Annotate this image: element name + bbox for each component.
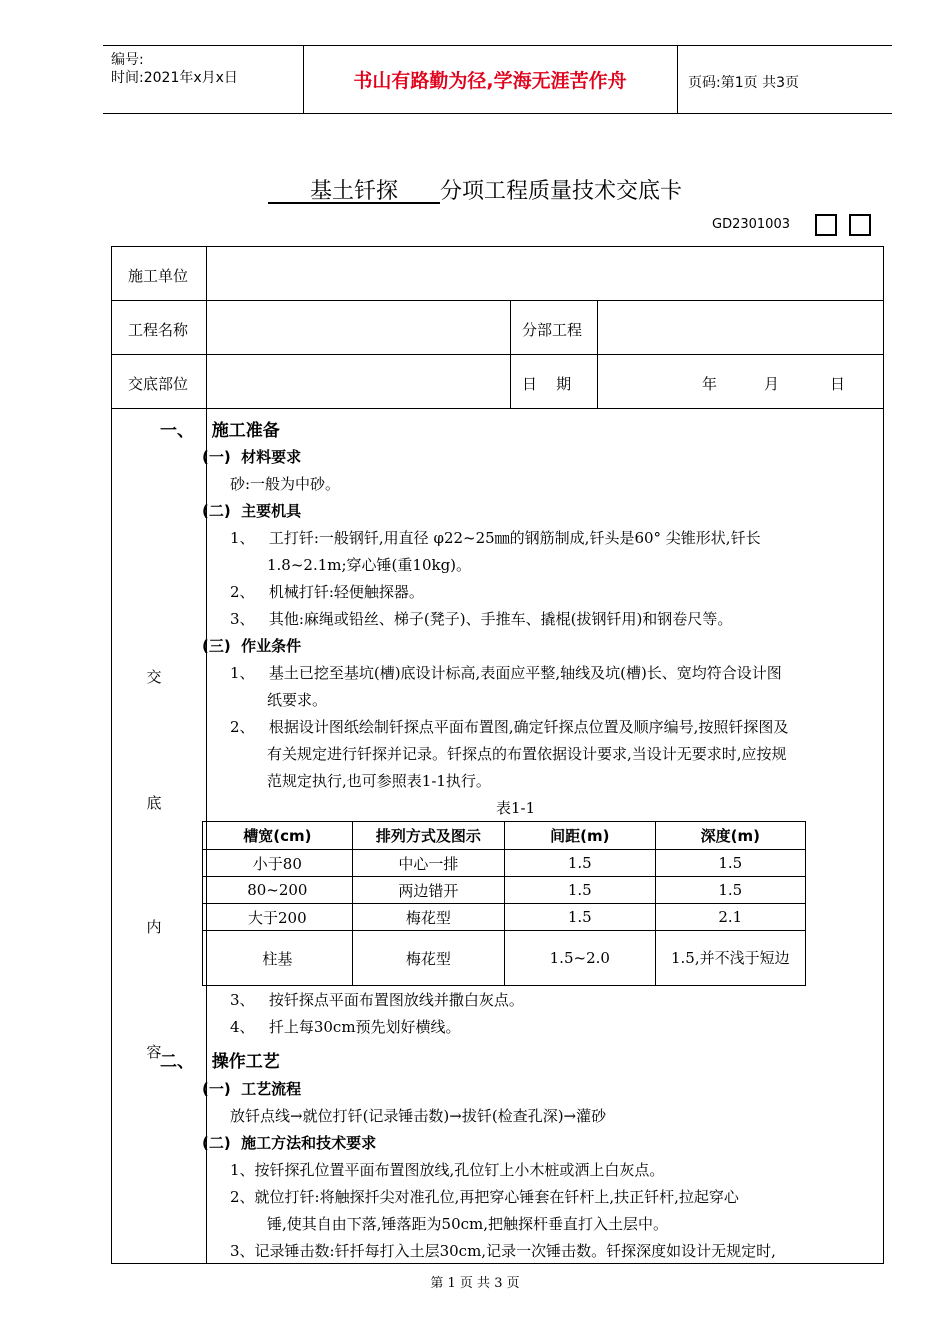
subsection-heading: (三) 作业条件 — [202, 637, 302, 655]
subsection-heading: (二) 施工方法和技术要求 — [202, 1134, 377, 1152]
date-month: 月 — [764, 375, 780, 393]
table-row — [203, 850, 806, 877]
table-cell: 1.5,并不浅于短边 — [655, 931, 805, 986]
subsection-heading: (一) 工艺流程 — [202, 1080, 302, 1098]
unit-label: 施工单位 — [128, 267, 189, 285]
date-year: 年 — [702, 375, 718, 393]
table-cell: 1.5 — [504, 850, 655, 877]
row-divider — [112, 354, 883, 355]
checkbox-1[interactable] — [815, 214, 837, 236]
table-row — [203, 904, 806, 931]
table-cell: 梅花型 — [352, 931, 504, 986]
column-divider — [597, 300, 598, 408]
row-divider — [112, 300, 883, 301]
project-label: 工程名称 — [128, 321, 189, 339]
list-item: 2、 根据设计图纸绘制钎探点平面布置图,确定钎探点位置及顺序编号,按照钎探图及 — [230, 718, 789, 736]
list-item: 3、 其他:麻绳或铅丝、梯子(凳子)、手推车、撬棍(拔钢钎用)和钢卷尺等。 — [230, 610, 733, 628]
list-item-cont: 有关规定进行钎探并记录。钎探点的布置依据设计要求,当设计无要求时,应按规 — [267, 745, 787, 763]
paragraph: 砂:一般为中砂。 — [230, 475, 341, 493]
row-divider — [112, 408, 883, 409]
header-meta — [111, 51, 238, 87]
disclosure-card — [111, 246, 884, 1264]
sub-project-label: 分部工程 — [522, 321, 583, 339]
subsection-heading: (一) 材料要求 — [202, 448, 302, 466]
section-heading: 二、 操作工艺 — [160, 1052, 280, 1072]
column-divider — [206, 247, 207, 1263]
table-cell: 80~200 — [203, 877, 353, 904]
column-header: 深度(m) — [655, 822, 805, 850]
time-label: 时间:2021年x月x日 — [111, 70, 238, 86]
side-label-char: 容 — [146, 1043, 162, 1061]
form-code: GD2301003 — [712, 217, 790, 232]
subsection-heading: (二) 主要机具 — [202, 502, 302, 520]
column-header: 间距(m) — [504, 822, 655, 850]
list-item: 2、 机械打钎:轻便触探器。 — [230, 583, 424, 601]
list-item: 1、 基土已挖至基坑(槽)底设计标高,表面应平整,轴线及坑(槽)长、宽均符合设计图 — [230, 664, 782, 682]
list-item-cont: 锤,使其自由下落,锤落距为50cm,把触探杆垂直打入土层中。 — [267, 1215, 669, 1233]
date-label: 日 期 — [522, 375, 572, 393]
table-cell: 柱基 — [203, 931, 353, 986]
list-item: 3、 按钎探点平面布置图放线并撒白灰点。 — [230, 991, 524, 1009]
table-caption: 表1-1 — [496, 799, 536, 817]
table-header-row — [203, 822, 806, 850]
column-divider — [510, 300, 511, 408]
page-footer: 第 1 页 共 3 页 — [430, 1276, 520, 1291]
paragraph: 放钎点线→就位打钎(记录锤击数)→拔钎(检查孔深)→灌砂 — [230, 1107, 607, 1125]
list-item: 2、就位打钎:将触探扦尖对准孔位,再把穿心锤套在钎杆上,扶正钎杆,拉起穿心 — [230, 1188, 739, 1206]
table-cell: 2.1 — [655, 904, 805, 931]
header-page-info: 页码:第1页 共3页 — [688, 75, 799, 91]
table-cell: 中心一排 — [352, 850, 504, 877]
table-cell: 梅花型 — [352, 904, 504, 931]
column-header: 槽宽(cm) — [203, 822, 353, 850]
page-title — [0, 174, 950, 205]
table-cell: 两边错开 — [352, 877, 504, 904]
list-item: 4、 扦上每30cm预先划好横线。 — [230, 1018, 461, 1036]
table-cell: 大于200 — [203, 904, 353, 931]
list-item: 1、按钎探孔位置平面布置图放线,孔位钉上小木桩或洒上白灰点。 — [230, 1161, 665, 1179]
title-suffix: 分项工程质量技术交底卡 — [439, 179, 682, 204]
spacing-table — [202, 821, 806, 986]
table-cell: 小于80 — [203, 850, 353, 877]
side-label-char: 交 — [146, 668, 162, 686]
list-item-cont: 范规定执行,也可参照表1-1执行。 — [267, 772, 491, 790]
table-cell: 1.5 — [504, 877, 655, 904]
list-item-cont: 纸要求。 — [267, 691, 328, 709]
location-label: 交底部位 — [128, 375, 189, 393]
column-header: 排列方式及图示 — [352, 822, 504, 850]
header-motto: 书山有路勤为径,学海无涯苦作舟 — [353, 70, 627, 92]
list-item-cont: 1.8~2.1m;穿心锤(重10kg)。 — [267, 556, 472, 574]
section-heading: 一、 施工准备 — [160, 421, 280, 441]
table-cell: 1.5 — [655, 877, 805, 904]
number-label: 编号: — [111, 52, 144, 68]
table-cell: 1.5 — [655, 850, 805, 877]
list-item: 1、 工打钎:一般钢钎,用直径 φ22~25㎜的钢筋制成,钎头是60° 尖锥形状,钎长 — [230, 529, 761, 547]
side-label-char: 底 — [146, 794, 162, 812]
table-row — [203, 877, 806, 904]
table-cell: 1.5 — [504, 904, 655, 931]
page-header — [103, 45, 892, 114]
table-cell: 1.5~2.0 — [504, 931, 655, 986]
side-label-char: 内 — [146, 918, 162, 936]
date-day: 日 — [830, 375, 846, 393]
title-subject-blank — [268, 179, 440, 204]
table-row — [203, 931, 806, 986]
checkbox-2[interactable] — [849, 214, 871, 236]
list-item: 3、记录锤击数:钎扦每打入土层30cm,记录一次锤击数。钎探深度如设计无规定时, — [230, 1242, 776, 1260]
title-subject: 基土钎探 — [309, 179, 398, 204]
header-divider — [677, 46, 678, 113]
